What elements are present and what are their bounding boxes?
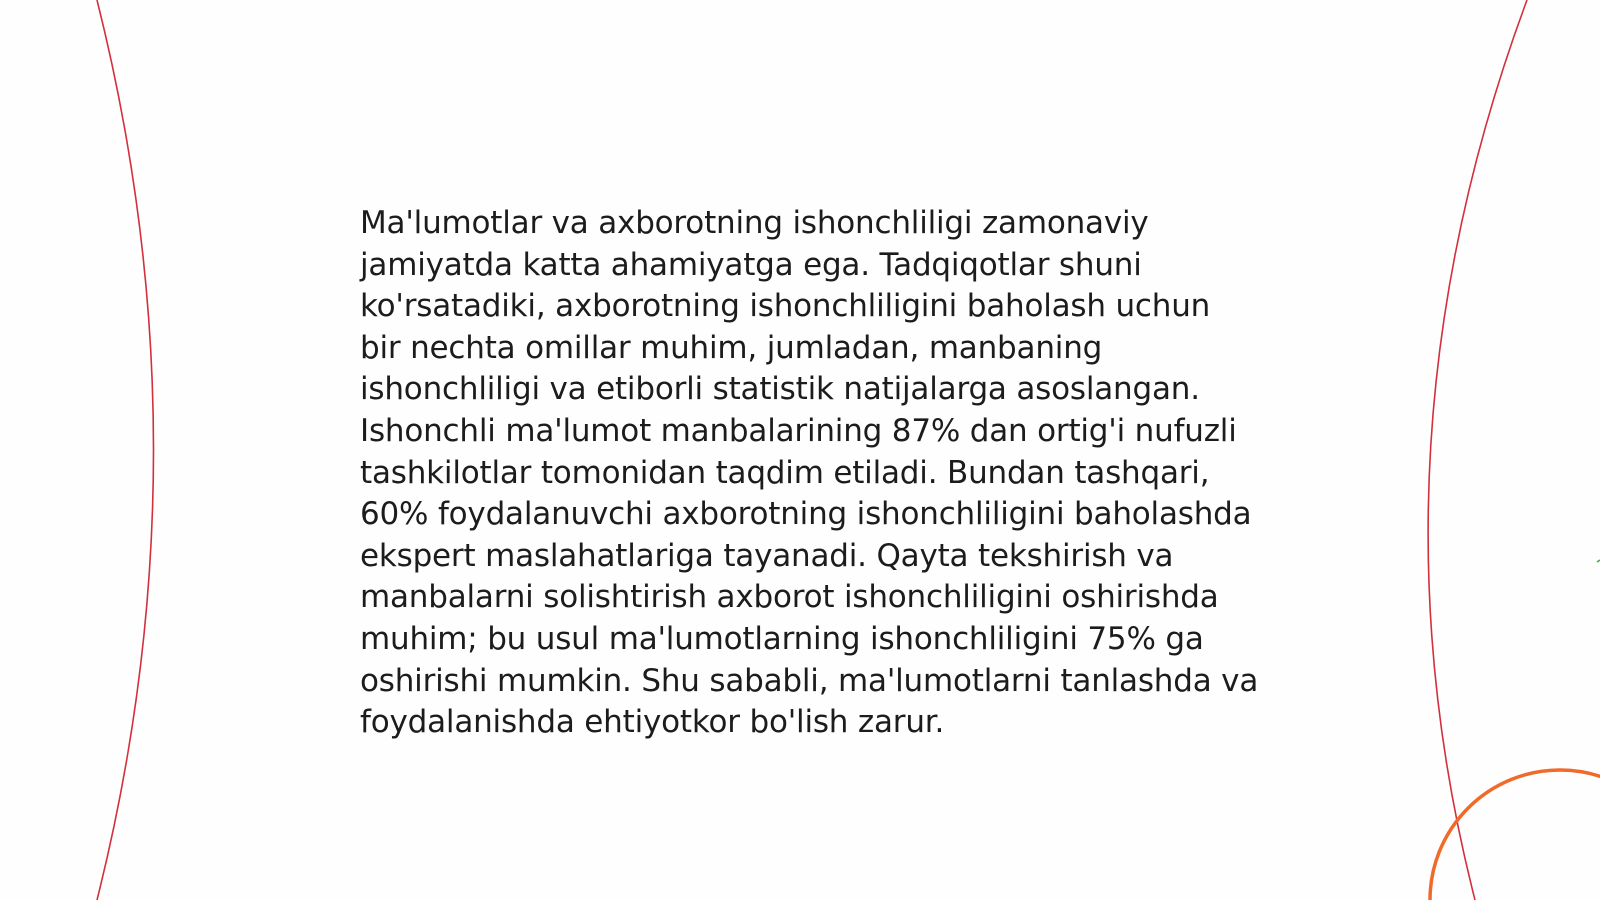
corner-circle-outline bbox=[1430, 770, 1600, 900]
left-arc-line bbox=[97, 0, 154, 900]
slide-body-text: Ma'lumotlar va axborotning ishonchliligi zamonaviy jamiyatda katta ahamiyatga ega. Tadqiqotlar shuni ko'rsatadiki, axborotning ishonchliligini baholash uchun bir nechta omillar muhim, jumladan, manbaning ishonchliligi va etiborli statistik natijalarga asoslangan. Ishonchli ma'lumot manbalarining 87% dan ortig'i nufuzli tashkilotlar tomonidan taqdim etiladi. Bundan tashqari, 60% foydalanuvchi axborotning ishonchliligini baholashda ekspert maslahatlariga tayanadi. Qayta tekshirish va manbalarni solishtirish axborot ishonchliligini oshirishda muhim; bu usul ma'lumotlarning ishonchliligini 75% ga oshirishi mumkin. Shu sababli, ma'lumotlarni tanlashda va foydalanishda ehtiyotkor bo'lish zarur. bbox=[360, 205, 1259, 741]
right-arc-line bbox=[1428, 0, 1527, 900]
